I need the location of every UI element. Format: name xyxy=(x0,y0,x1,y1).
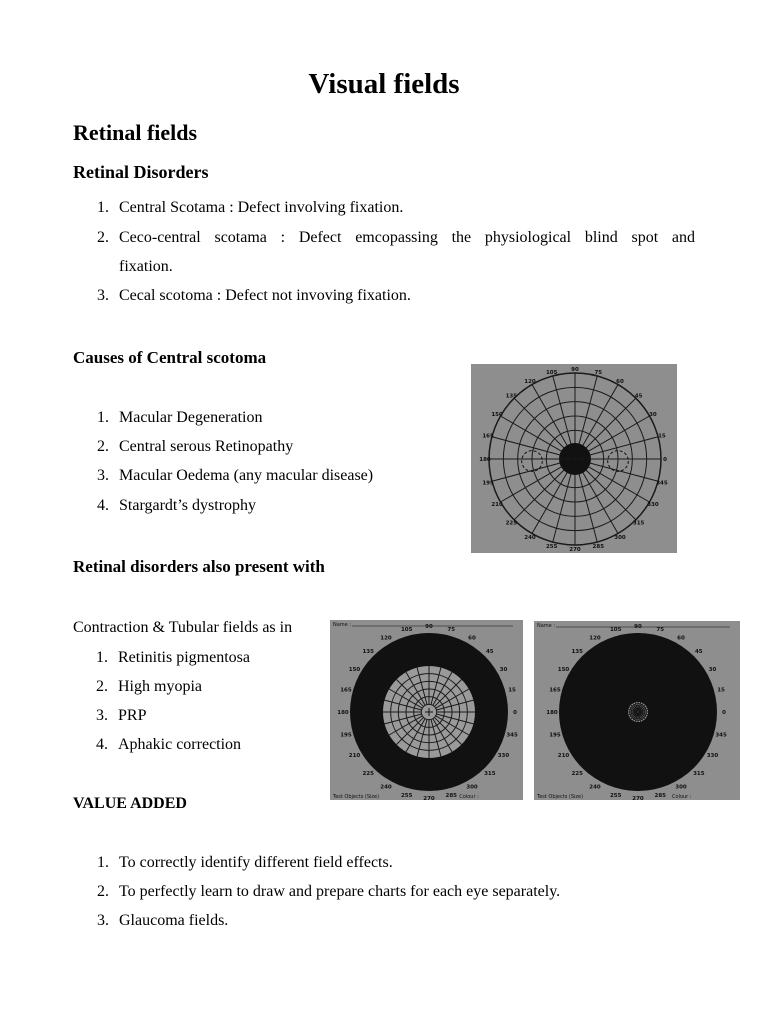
list-item xyxy=(97,199,404,217)
list-item xyxy=(96,678,202,696)
heading-value-added: VALUE ADDED xyxy=(73,795,187,812)
angle-label: 300 xyxy=(675,784,687,791)
angle-label: 180 xyxy=(337,710,349,716)
list-text: High myopia xyxy=(118,678,202,695)
list-item xyxy=(97,287,411,305)
list-item xyxy=(97,467,374,485)
angle-label: 90 xyxy=(571,367,579,373)
angle-label: 255 xyxy=(400,793,413,800)
angle-label: 135 xyxy=(362,649,374,656)
angle-label: 45 xyxy=(634,393,643,400)
angle-label: 0 xyxy=(663,457,667,463)
form-test-label: Test Objects (Size) xyxy=(537,794,584,800)
list-number: 3. xyxy=(97,287,109,304)
list-item xyxy=(97,912,229,930)
angle-label: 240 xyxy=(380,784,392,791)
angle-label: 255 xyxy=(545,543,558,550)
angle-label: 225 xyxy=(571,770,583,777)
angle-label: 105 xyxy=(609,626,622,633)
angle-label: 150 xyxy=(557,667,570,673)
list-text: fixation. xyxy=(119,258,173,275)
form-name-label: Name : xyxy=(537,623,556,629)
list-text: Retinitis pigmentosa xyxy=(118,649,250,666)
heading-also-present: Retinal disorders also present with xyxy=(73,557,325,576)
tubular-field-chart-2 xyxy=(534,621,740,800)
angle-label: 105 xyxy=(545,370,558,377)
page-title: Visual fields xyxy=(308,68,460,100)
angle-label: 120 xyxy=(524,379,536,386)
list-text: Central serous Retinopathy xyxy=(119,438,294,455)
heading-retinal-disorders: Retinal Disorders xyxy=(73,162,209,182)
list-text: Cecal scotoma : Defect not invoving fixation. xyxy=(119,287,411,304)
angle-label: 180 xyxy=(479,457,491,463)
angle-label: 255 xyxy=(609,793,622,800)
list-text: To correctly identify different field effects. xyxy=(119,854,393,871)
form-test-label: Test Objects (Size) xyxy=(333,794,380,800)
list-number: 3. xyxy=(96,707,108,724)
angle-label: 240 xyxy=(524,534,536,541)
angle-label: 195 xyxy=(482,480,494,487)
angle-label: 120 xyxy=(380,635,392,642)
angle-label: 225 xyxy=(362,770,374,777)
list-number: 4. xyxy=(97,497,109,514)
angle-label: 285 xyxy=(654,793,667,800)
angle-label: 30 xyxy=(649,412,657,418)
angle-label: 165 xyxy=(340,687,352,694)
list-item xyxy=(96,707,147,725)
angle-label: 15 xyxy=(717,687,725,694)
angle-label: 60 xyxy=(468,635,476,642)
list-number: 4. xyxy=(96,736,108,753)
list-number: 2. xyxy=(96,678,108,695)
angle-label: 120 xyxy=(589,635,601,642)
angle-label: 270 xyxy=(423,796,435,800)
list-item xyxy=(97,883,561,901)
list-text: Glaucoma fields. xyxy=(119,912,229,929)
angle-label: 345 xyxy=(506,732,518,739)
angle-label: 285 xyxy=(592,543,605,550)
field-chart-svg xyxy=(471,364,677,553)
angle-label: 195 xyxy=(340,732,352,739)
field-chart-svg xyxy=(330,620,523,800)
list-item xyxy=(96,736,242,754)
list-text: PRP xyxy=(118,707,147,724)
list-text: Stargardt’s dystrophy xyxy=(119,497,257,514)
list-number: 3. xyxy=(97,912,109,929)
list-number: 2. xyxy=(97,438,109,455)
list-number: 1. xyxy=(97,199,109,216)
list-text: Macular Degeneration xyxy=(119,409,263,426)
angle-label: 165 xyxy=(482,433,494,440)
list-number: 2. xyxy=(97,883,109,900)
intro-contraction: Contraction & Tubular fields as in xyxy=(73,619,293,636)
angle-label: 330 xyxy=(647,502,659,508)
angle-label: 90 xyxy=(634,624,642,630)
angle-label: 300 xyxy=(466,784,478,791)
angle-label: 345 xyxy=(715,732,727,739)
angle-label: 240 xyxy=(589,784,601,791)
angle-label: 345 xyxy=(656,480,668,487)
angle-label: 330 xyxy=(497,753,510,759)
angle-label: 30 xyxy=(708,667,717,673)
list-item xyxy=(96,649,250,667)
angle-label: 165 xyxy=(549,687,561,694)
angle-label: 270 xyxy=(632,796,644,800)
angle-label: 30 xyxy=(499,667,508,673)
angle-label: 135 xyxy=(505,393,518,400)
list-item xyxy=(97,409,263,427)
angle-label: 60 xyxy=(616,379,624,386)
angle-label: 150 xyxy=(491,412,503,418)
angle-label: 315 xyxy=(484,770,496,777)
form-colour-label: Colour : xyxy=(459,794,479,800)
angle-label: 0 xyxy=(513,710,517,716)
angle-label: 45 xyxy=(694,649,703,656)
angle-label: 330 xyxy=(706,753,719,759)
list-text: Central Scotama : Defect involving fixation. xyxy=(119,199,404,216)
heading-causes: Causes of Central scotoma xyxy=(73,348,267,367)
list-number: 1. xyxy=(96,649,108,666)
list-item xyxy=(97,854,393,872)
list-number: 1. xyxy=(97,854,109,871)
list-number: 2. xyxy=(97,229,109,246)
angle-label: 15 xyxy=(508,687,516,694)
list-text: Aphakic correction xyxy=(118,736,242,753)
angle-label: 270 xyxy=(569,547,581,553)
angle-label: 75 xyxy=(447,626,456,633)
list-number: 3. xyxy=(97,467,109,484)
angle-label: 315 xyxy=(693,770,705,777)
list-text: Ceco-central scotama : Defect emcopassing the physiological blind spot and xyxy=(119,229,695,246)
list-item xyxy=(97,229,695,247)
angle-label: 210 xyxy=(348,753,361,759)
form-name-label: Name : xyxy=(333,622,352,628)
angle-label: 300 xyxy=(614,534,626,541)
angle-label: 150 xyxy=(348,667,361,673)
list-item-continuation xyxy=(119,258,173,276)
angle-label: 75 xyxy=(656,626,665,633)
angle-label: 180 xyxy=(546,710,558,716)
field-chart-svg xyxy=(534,621,740,800)
angle-label: 225 xyxy=(505,520,518,527)
angle-label: 0 xyxy=(722,710,726,716)
list-text: Macular Oedema (any macular disease) xyxy=(119,467,374,484)
list-item xyxy=(97,497,257,515)
tubular-field-chart-1 xyxy=(330,620,523,800)
list-text: To perfectly learn to draw and prepare charts for each eye separately. xyxy=(119,883,561,900)
angle-label: 60 xyxy=(677,635,685,642)
angle-label: 15 xyxy=(658,433,666,440)
angle-label: 315 xyxy=(632,520,645,527)
angle-label: 75 xyxy=(594,370,603,377)
form-colour-label: Colour : xyxy=(672,794,692,800)
angle-label: 210 xyxy=(557,753,570,759)
angle-label: 210 xyxy=(491,502,503,508)
list-item xyxy=(97,438,294,456)
central-scotoma-chart xyxy=(471,364,677,553)
angle-label: 105 xyxy=(400,626,413,633)
list-number: 1. xyxy=(97,409,109,426)
angle-label: 195 xyxy=(549,732,561,739)
section-heading-retinal-fields: Retinal fields xyxy=(73,120,198,145)
angle-label: 90 xyxy=(425,624,433,630)
angle-label: 45 xyxy=(485,649,494,656)
angle-label: 135 xyxy=(571,649,583,656)
angle-label: 285 xyxy=(445,793,458,800)
